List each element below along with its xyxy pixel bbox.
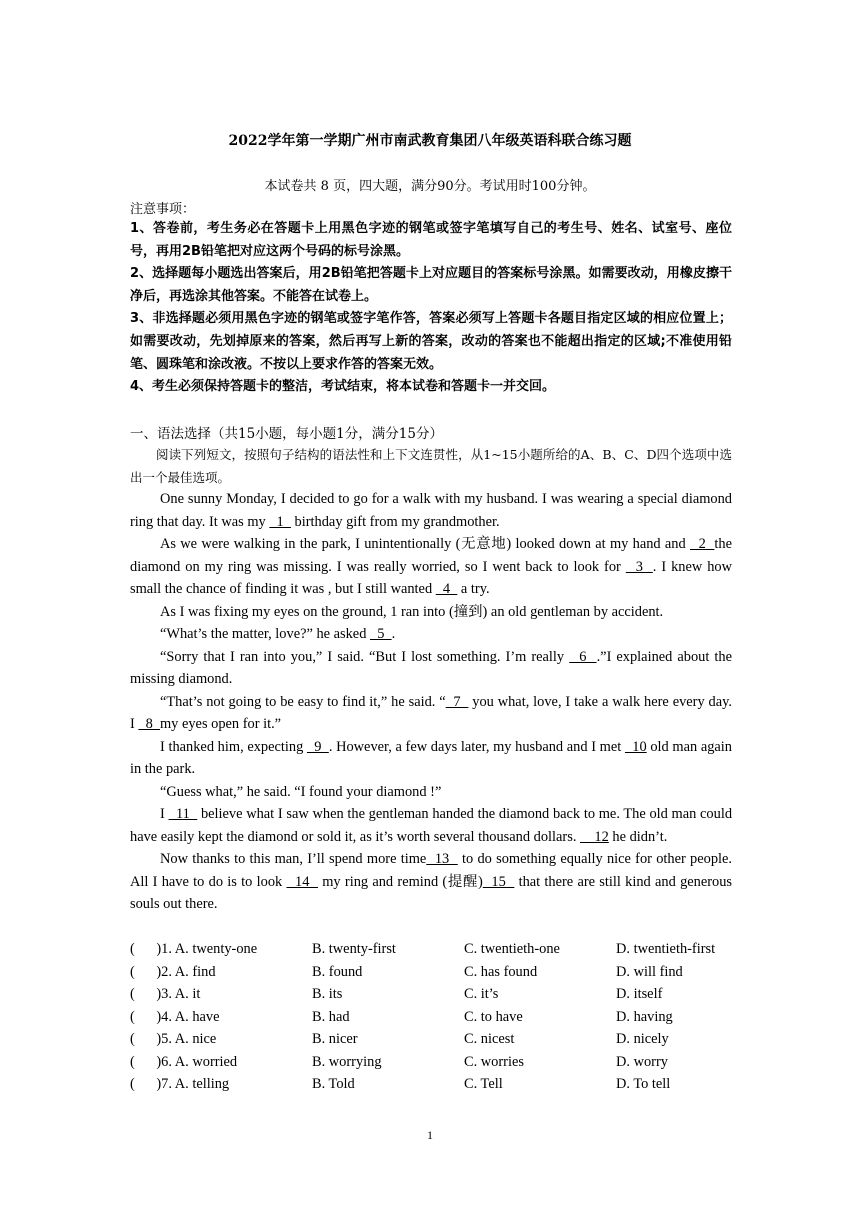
page-number: 1 [427, 1128, 433, 1142]
option-row [130, 961, 732, 984]
option-d: D. worry [616, 1053, 668, 1070]
option-b: B. nicer [312, 1031, 358, 1047]
passage-paragraph: “What’s the matter, love?” he asked 5 . [160, 626, 396, 642]
option-row [130, 1006, 732, 1029]
passage-paragraph: “That’s not going to be easy to find it,” he said. “ 7 you what, love, I take a walk here every day. I 8 my eyes open for it.” [130, 693, 732, 732]
blank-5: 5 [370, 626, 392, 642]
option-row [130, 1051, 732, 1074]
note-item: 2、选择题每小题选出答案后，用2B铅笔把答题卡上对应题目的答案标号涂黑。如需要改动，用橡皮擦干净后，再选涂其他答案。不能答在试卷上。 [130, 266, 732, 304]
option-d: D. itself [616, 986, 663, 1002]
blank-9: 9 [306, 738, 329, 755]
blank-11: 11 [168, 806, 198, 822]
option-a: ( )7. A. telling [130, 1076, 230, 1092]
passage-paragraph: I thanked him, expecting 9 . However, a few days later, my husband and I met 10 old man again in the park. [130, 738, 733, 777]
blank-13: 13 [426, 851, 458, 867]
passage-paragraph: One sunny Monday, I decided to go for a walk with my husband. I was wearing a special diamond ring that day. It was my 1 birthday gift from my grandmother. [130, 491, 732, 530]
option-a: ( )2. A. find [130, 963, 216, 980]
passage-paragraph: As we were walking in the park, I unintentionally (无意地) looked down at my hand and 2 the diamond on my ring was missing. I was really worried, so I went back to look for 3 . I knew how small the chance of finding it was , but I still wanted 4 a try. [130, 536, 732, 597]
section-heading: 一、语法选择（共15小题，每小题1分，满分15分） [130, 426, 443, 442]
option-a: ( )1. A. twenty-one [130, 941, 258, 957]
option-row [130, 1028, 732, 1051]
option-a: ( )3. A. it [130, 986, 201, 1002]
blank-7: 7 [445, 693, 469, 710]
passage-paragraph: “Sorry that I ran into you,” I said. “But I lost something. I’m really 6 .”I explained about the missing diamond. [130, 648, 732, 687]
passage-paragraph: “Guess what,” he said. “I found your diamond !” [160, 783, 442, 800]
reading-passage [130, 488, 732, 916]
option-d: D. having [616, 1008, 673, 1025]
option-d: D. twentieth-first [616, 941, 716, 957]
option-d: D. will find [616, 963, 683, 980]
option-c: C. worries [464, 1053, 524, 1070]
option-b: B. twenty-first [312, 941, 396, 957]
option-a: ( )4. A. have [130, 1008, 220, 1025]
exam-info: 本试卷共 8 页，四大题，满分90分。考试用时100分钟。 [264, 179, 596, 194]
option-b: B. Told [312, 1076, 355, 1092]
notes-heading: 注意事项： [130, 202, 196, 217]
blank-1: 1 [269, 513, 291, 530]
passage-paragraph: Now thanks to this man, I’ll spend more time 13 to do something equally nice for other people. All I have to do is to look 14 my ring and remind (提醒) 15 that there are still kind and generous souls out there. [130, 851, 733, 912]
notes-list [130, 218, 732, 399]
option-row [130, 983, 732, 1006]
option-c: C. nicest [464, 1031, 515, 1047]
blank-3: 3 [625, 558, 653, 575]
blank-4: 4 [435, 581, 458, 597]
option-b: B. found [312, 963, 363, 980]
blank-10: 10 [624, 738, 647, 755]
note-item: 1、答卷前，考生务必在答题卡上用黑色字迹的钢笔或签字笔填写自己的考生号、姓名、试室号、座位号，再用2B铅笔把对应这两个号码的标号涂黑。 [130, 221, 732, 259]
blank-14: 14 [286, 873, 318, 890]
option-d: D. nicely [616, 1031, 669, 1047]
option-c: C. to have [464, 1008, 523, 1025]
page-title: 2022学年第一学期广州市南武教育集团八年级英语科联合练习题 [228, 133, 632, 149]
answer-options [130, 938, 732, 1096]
option-b: B. its [312, 986, 343, 1002]
passage-paragraph: I 11 believe what I saw when the gentleman handed the diamond back to me. The old man could have easily kept the diamond or sold it, as it’s worth several thousand dollars. 12 he didn’t. [130, 806, 733, 845]
option-a: ( )6. A. worried [130, 1053, 238, 1070]
option-b: B. had [312, 1008, 350, 1025]
option-row [130, 938, 732, 961]
instruction-text: 阅读下列短文，按照句子结构的语法性和上下文连贯性，从1~15小题所给的A、B、C、D四个选项中选出一个最佳选项。 [130, 447, 732, 485]
option-c: C. it’s [464, 986, 499, 1002]
option-c: C. Tell [464, 1076, 503, 1092]
blank-15: 15 [482, 873, 515, 890]
note-item: 3、非选择题必须用黑色字迹的钢笔或签字笔作答，答案必须写上答题卡各题目指定区域的相应位置上；如需要改动，先划掉原来的答案，然后再写上新的答案，改动的答案也不能超出指定的区域;不准使用铅笔、圆珠笔和涂改液。不按以上要求作答的答案无效。 [130, 311, 732, 372]
option-c: C. twentieth-one [464, 941, 560, 957]
passage-paragraph: As I was fixing my eyes on the ground, 1 ran into (撞到) an old gentleman by accident. [160, 603, 664, 620]
option-b: B. worrying [312, 1053, 382, 1070]
option-d: D. To tell [616, 1076, 671, 1092]
blank-2: 2 [690, 536, 715, 552]
section-instruction [130, 444, 732, 489]
option-c: C. has found [464, 963, 538, 980]
note-item: 4、考生必须保持答题卡的整洁，考试结束，将本试卷和答题卡一并交回。 [130, 379, 556, 395]
option-a: ( )5. A. nice [130, 1031, 217, 1047]
option-row [130, 1073, 732, 1096]
blank-8: 8 [138, 716, 160, 732]
blank-12: 12 [580, 828, 609, 845]
blank-6: 6 [569, 648, 597, 665]
